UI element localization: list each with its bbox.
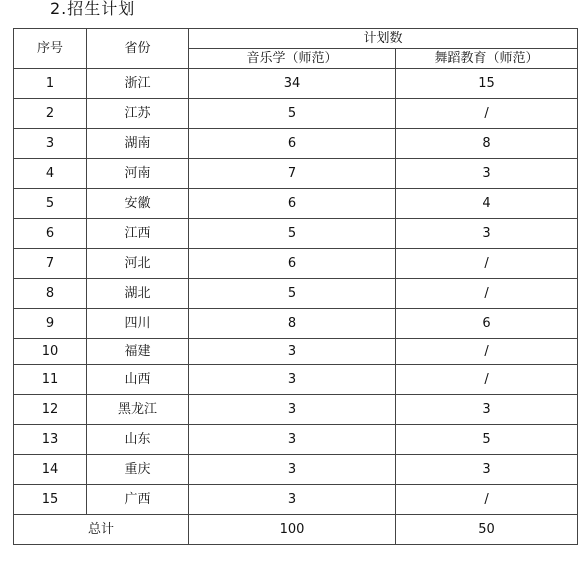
- table-row: [14, 249, 578, 279]
- cell-province: 安徽: [87, 189, 189, 219]
- cell-index: 14: [14, 455, 87, 485]
- cell-index: 3: [14, 129, 87, 159]
- cell-index: 12: [14, 395, 87, 425]
- cell-index: 9: [14, 309, 87, 339]
- table-row: [14, 279, 578, 309]
- cell-dance: /: [396, 365, 578, 395]
- cell-music: 3: [189, 455, 396, 485]
- cell-music: 3: [189, 395, 396, 425]
- cell-index: 13: [14, 425, 87, 455]
- cell-music: 7: [189, 159, 396, 189]
- table-row: [14, 69, 578, 99]
- total-dance: 50: [396, 515, 578, 545]
- table-row: [14, 159, 578, 189]
- cell-dance: /: [396, 339, 578, 365]
- cell-province: 江西: [87, 219, 189, 249]
- cell-province: 广西: [87, 485, 189, 515]
- cell-music: 5: [189, 219, 396, 249]
- table-row: [14, 189, 578, 219]
- total-music: 100: [189, 515, 396, 545]
- table-row: [14, 219, 578, 249]
- cell-music: 3: [189, 365, 396, 395]
- cell-province: 重庆: [87, 455, 189, 485]
- cell-dance: 3: [396, 159, 578, 189]
- total-label: 总计: [14, 515, 189, 545]
- cell-index: 5: [14, 189, 87, 219]
- cell-index: 6: [14, 219, 87, 249]
- cell-index: 10: [14, 339, 87, 365]
- table-row: [14, 99, 578, 129]
- cell-music: 3: [189, 425, 396, 455]
- cell-province: 浙江: [87, 69, 189, 99]
- cell-index: 4: [14, 159, 87, 189]
- cell-music: 34: [189, 69, 396, 99]
- table-row: [14, 425, 578, 455]
- cell-dance: 3: [396, 395, 578, 425]
- cell-dance: /: [396, 279, 578, 309]
- enrollment-plan-table: [13, 28, 578, 545]
- cell-province: 江苏: [87, 99, 189, 129]
- cell-province: 河北: [87, 249, 189, 279]
- cell-dance: /: [396, 249, 578, 279]
- section-heading: 2.招生计划: [50, 0, 136, 18]
- cell-music: 5: [189, 279, 396, 309]
- header-dance: 舞蹈教育（师范）: [396, 49, 578, 69]
- cell-province: 四川: [87, 309, 189, 339]
- cell-province: 河南: [87, 159, 189, 189]
- header-index: 序号: [14, 29, 87, 69]
- cell-province: 湖北: [87, 279, 189, 309]
- cell-music: 3: [189, 485, 396, 515]
- header-music: 音乐学（师范）: [189, 49, 396, 69]
- cell-music: 6: [189, 249, 396, 279]
- table-row: [14, 339, 578, 365]
- cell-province: 湖南: [87, 129, 189, 159]
- cell-music: 8: [189, 309, 396, 339]
- cell-music: 3: [189, 339, 396, 365]
- cell-dance: 15: [396, 69, 578, 99]
- cell-index: 15: [14, 485, 87, 515]
- cell-province: 黑龙江: [87, 395, 189, 425]
- cell-index: 2: [14, 99, 87, 129]
- table-row: [14, 309, 578, 339]
- cell-dance: 8: [396, 129, 578, 159]
- cell-dance: 4: [396, 189, 578, 219]
- table-row: [14, 129, 578, 159]
- table-row: [14, 485, 578, 515]
- cell-dance: 6: [396, 309, 578, 339]
- cell-music: 6: [189, 129, 396, 159]
- cell-province: 山东: [87, 425, 189, 455]
- cell-dance: 5: [396, 425, 578, 455]
- cell-dance: /: [396, 485, 578, 515]
- cell-index: 8: [14, 279, 87, 309]
- cell-province: 福建: [87, 339, 189, 365]
- header-plan-count: 计划数: [189, 29, 578, 49]
- table-row: [14, 395, 578, 425]
- cell-index: 11: [14, 365, 87, 395]
- cell-dance: /: [396, 99, 578, 129]
- header-province: 省份: [87, 29, 189, 69]
- cell-index: 1: [14, 69, 87, 99]
- cell-dance: 3: [396, 455, 578, 485]
- cell-music: 5: [189, 99, 396, 129]
- header-row-1: [14, 29, 578, 49]
- cell-music: 6: [189, 189, 396, 219]
- table-row: [14, 455, 578, 485]
- table-row: [14, 365, 578, 395]
- cell-province: 山西: [87, 365, 189, 395]
- cell-dance: 3: [396, 219, 578, 249]
- total-row: [14, 515, 578, 545]
- cell-index: 7: [14, 249, 87, 279]
